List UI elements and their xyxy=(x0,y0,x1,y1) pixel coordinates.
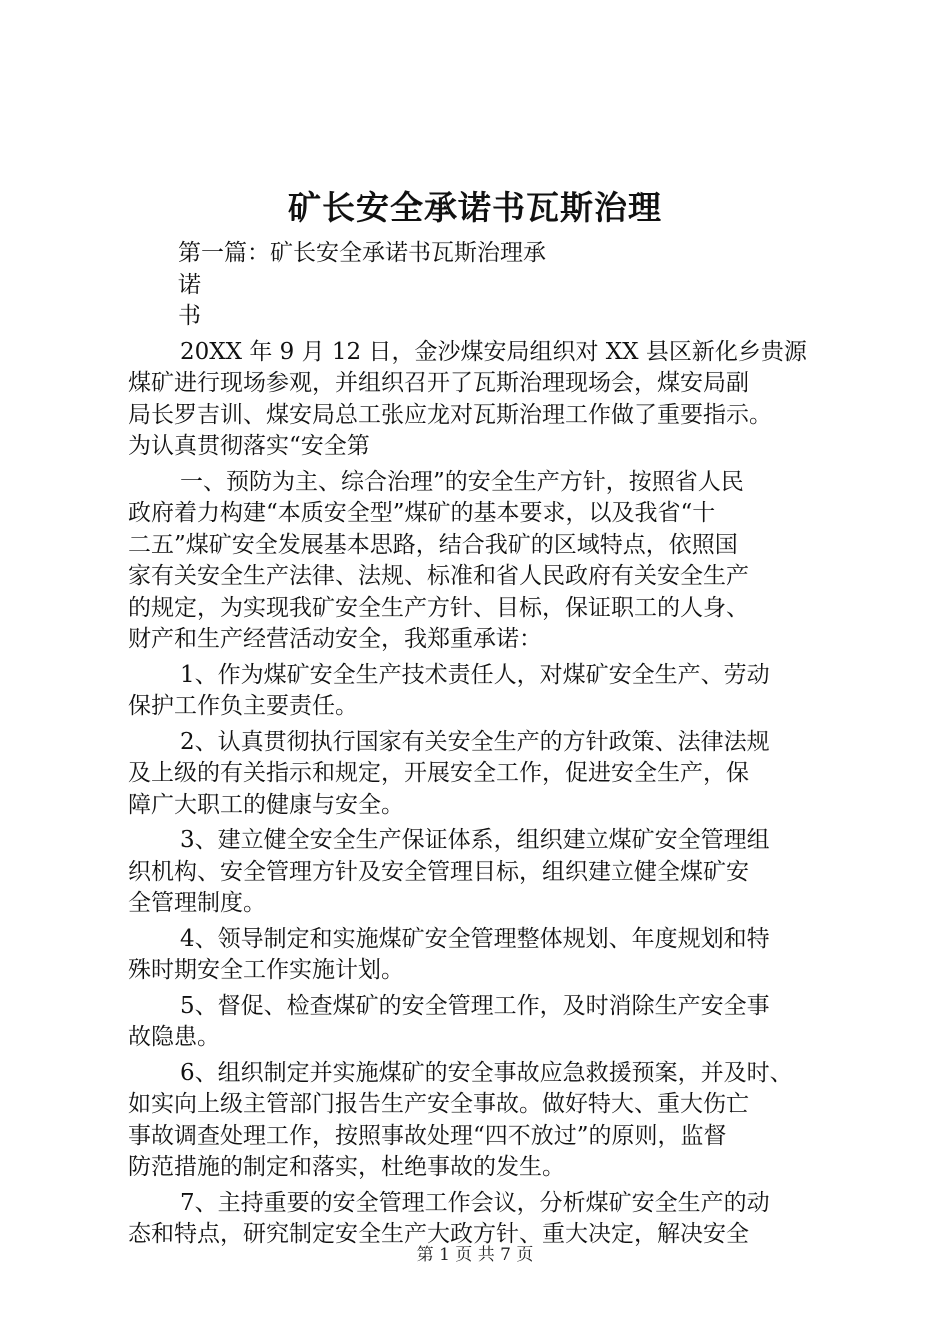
text-line: 为认真贯彻落实“安全第 xyxy=(128,433,370,459)
text-line: 防范措施的制定和落实，杜绝事故的发生。 xyxy=(128,1154,565,1180)
text-line: 4、领导制定和实施煤矿安全管理整体规划、年度规划和特 xyxy=(180,925,770,952)
text-line: 6、组织制定并实施煤矿的安全事故应急救援预案，并及时、 xyxy=(180,1059,793,1086)
text-line: 财产和生产经营活动安全，我郑重承诺： xyxy=(128,626,542,652)
commitment-item-5 xyxy=(128,991,833,1054)
page-number: 第 1 页 共 7 页 xyxy=(416,1245,534,1265)
text-line: 20XX 年 9 月 12 日，金沙煤安局组织对 XX 县区新化乡贵源 xyxy=(180,338,807,365)
text-line: 全管理制度。 xyxy=(128,890,266,916)
paragraph-intro xyxy=(128,337,833,463)
text-line: 态和特点，研究制定安全生产大政方针、重大决定，解决安全 xyxy=(128,1221,749,1247)
heading-line: 诺 xyxy=(178,271,201,298)
commitment-item-1 xyxy=(128,660,833,723)
text-line: 如实向上级主管部门报告生产安全事故。做好特大、重大伤亡 xyxy=(128,1091,749,1117)
text-line: 二五”煤矿安全发展基本思路，结合我矿的区域特点，依照国 xyxy=(128,531,738,558)
text-line: 7、主持重要的安全管理工作会议，分析煤矿安全生产的动 xyxy=(180,1189,770,1216)
text-line: 煤矿进行现场参观，并组织召开了瓦斯治理现场会，煤安局副 xyxy=(128,370,749,396)
text-line: 故隐患。 xyxy=(128,1024,220,1050)
document-body xyxy=(128,238,833,1251)
text-line: 障广大职工的健康与安全。 xyxy=(128,791,404,818)
paragraph-policy xyxy=(128,467,833,656)
text-line: 局长罗吉训、煤安局总工张应龙对瓦斯治理工作做了重要指示。 xyxy=(128,401,772,428)
text-line: 政府着力构建“本质安全型”煤矿的基本要求，以及我省“十 xyxy=(128,500,716,526)
document-title: 矿长安全承诺书瓦斯治理 xyxy=(288,188,662,227)
commitment-item-2 xyxy=(128,727,833,822)
commitment-item-6 xyxy=(128,1058,833,1184)
text-line: 殊时期安全工作实施计划。 xyxy=(128,957,404,983)
heading-line: 书 xyxy=(178,303,201,329)
commitment-item-4 xyxy=(128,924,833,987)
text-line: 一、预防为主、综合治理”的安全生产方针，按照省人民 xyxy=(180,468,744,495)
text-line: 2、认真贯彻执行国家有关安全生产的方针政策、法律法规 xyxy=(180,728,770,755)
text-line: 3、建立健全安全生产保证体系，组织建立煤矿安全管理组 xyxy=(180,827,770,853)
text-line: 事故调查处理工作，按照事故处理“四不放过”的原则，监督 xyxy=(128,1122,727,1149)
text-line: 的规定，为实现我矿安全生产方针、目标，保证职工的人身、 xyxy=(128,594,749,621)
commitment-item-3 xyxy=(128,825,833,920)
heading-line: 第一篇：矿长安全承诺书瓦斯治理承 xyxy=(178,240,546,266)
text-line: 1、作为煤矿安全生产技术责任人，对煤矿安全生产、劳动 xyxy=(180,661,770,688)
text-line: 及上级的有关指示和规定，开展安全工作，促进安全生产，保 xyxy=(128,760,749,786)
text-line: 家有关安全生产法律、法规、标准和省人民政府有关安全生产 xyxy=(128,563,749,589)
heading-block xyxy=(128,238,833,333)
commitment-item-7 xyxy=(128,1188,833,1251)
text-line: 5、督促、检查煤矿的安全管理工作，及时消除生产安全事 xyxy=(180,992,770,1019)
text-line: 织机构、安全管理方针及安全管理目标，组织建立健全煤矿安 xyxy=(128,858,749,885)
text-line: 保护工作负主要责任。 xyxy=(128,693,358,719)
